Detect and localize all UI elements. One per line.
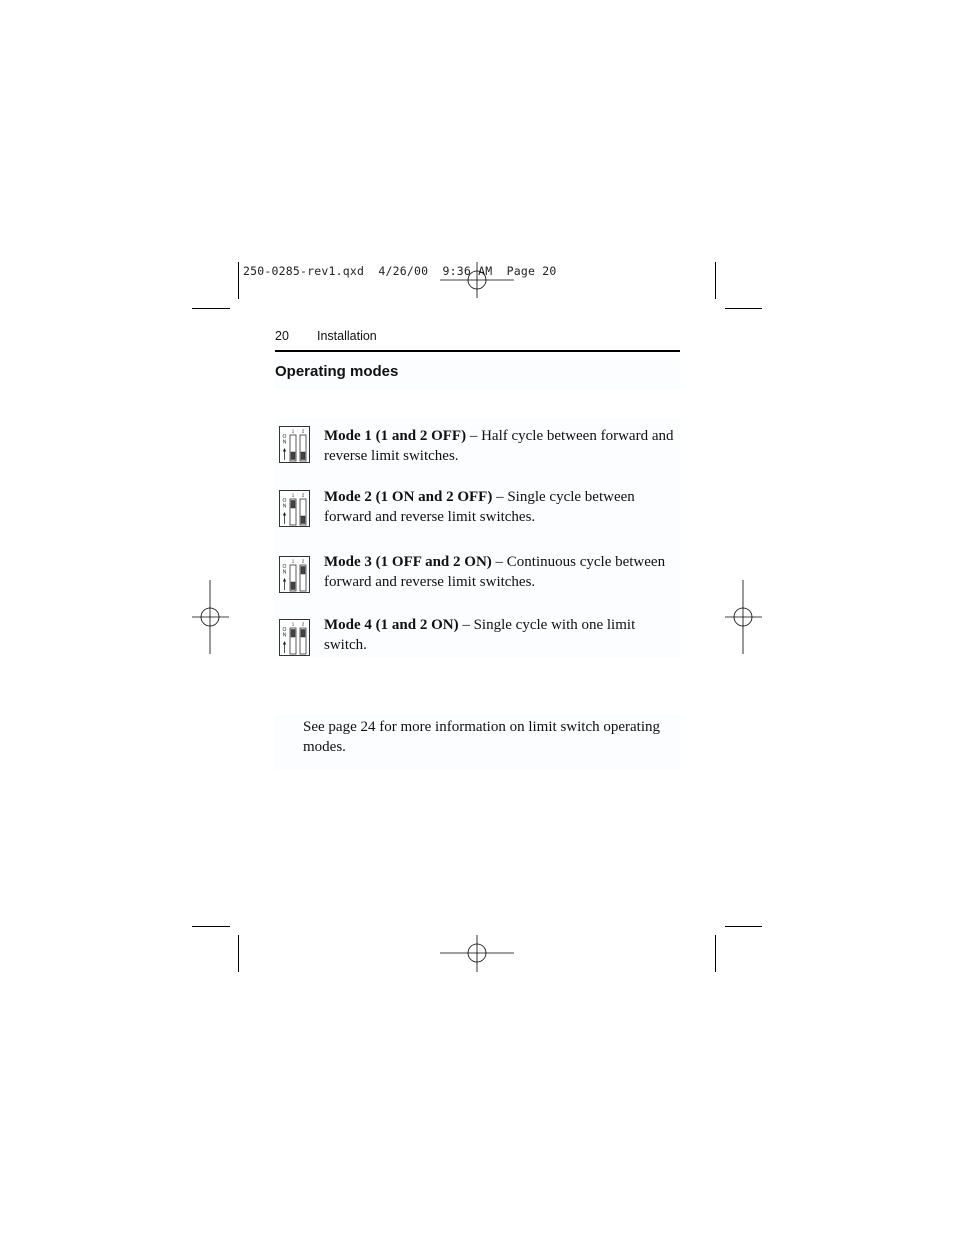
mode-2-description: [324, 487, 674, 527]
mode-1-detail: – Half cycle between forward and reverse limit switches.: [324, 428, 674, 464]
mode-4-detail: – Single cycle with one limit switch.: [324, 617, 636, 653]
switch-knob: [291, 452, 295, 460]
switch-knob: [301, 452, 305, 460]
switch-number-label: 2: [301, 428, 305, 434]
on-label-letter: N: [282, 439, 287, 446]
dip-switch-diagram-mode-1: [279, 426, 310, 463]
switch-number-label: 1: [291, 428, 295, 434]
switch-number-label: 2: [301, 492, 305, 498]
switch-number-label: 1: [291, 558, 295, 564]
header-rule: [275, 350, 680, 352]
switch-knob: [301, 630, 305, 638]
page-number: 20: [275, 329, 289, 343]
section-title: Installation: [317, 329, 377, 343]
mode-1-title: Mode 1 (1 and 2 OFF): [324, 428, 467, 444]
on-label-letter: O: [282, 627, 287, 633]
dip-switch-diagram-mode-2: [279, 490, 310, 527]
switch-knob: [301, 516, 305, 524]
switch-knob: [291, 582, 295, 590]
switch-number-label: 2: [301, 621, 305, 627]
on-label-letter: O: [282, 564, 287, 570]
switch-knob: [301, 567, 305, 575]
dip-switch-diagram-mode-3: [279, 556, 310, 593]
on-label-letter: O: [282, 434, 287, 440]
switch-knob: [291, 501, 295, 509]
mode-3-description: [324, 552, 674, 592]
switch-number-label: 1: [291, 492, 295, 498]
mode-3-title: Mode 3 (1 OFF and 2 ON): [324, 554, 492, 570]
on-label-letter: N: [282, 569, 287, 576]
switch-knob: [291, 630, 295, 638]
on-label-letter: N: [282, 632, 287, 639]
section-heading: Operating modes: [275, 363, 399, 380]
switch-number-label: 1: [291, 621, 295, 627]
dip-switch-diagram-mode-4: [279, 619, 310, 656]
mode-2-detail: – Single cycle between forward and reverse limit switches.: [324, 489, 635, 525]
mode-4-title: Mode 4 (1 and 2 ON): [324, 617, 459, 633]
mode-2-title: Mode 2 (1 ON and 2 OFF): [324, 489, 493, 505]
mode-1-description: [324, 426, 674, 466]
mode-4-description: [324, 615, 674, 655]
print-slug: 250-0285-rev1.qxd 4/26/00 9:36 AM Page 20: [243, 264, 557, 278]
switch-number-label: 2: [301, 558, 305, 564]
mode-3-detail: – Continuous cycle between forward and reverse limit switches.: [324, 554, 666, 590]
on-label-letter: N: [282, 503, 287, 510]
more-info-text: See page 24 for more information on limit switch operating modes.: [303, 719, 660, 755]
on-label-letter: O: [282, 498, 287, 504]
